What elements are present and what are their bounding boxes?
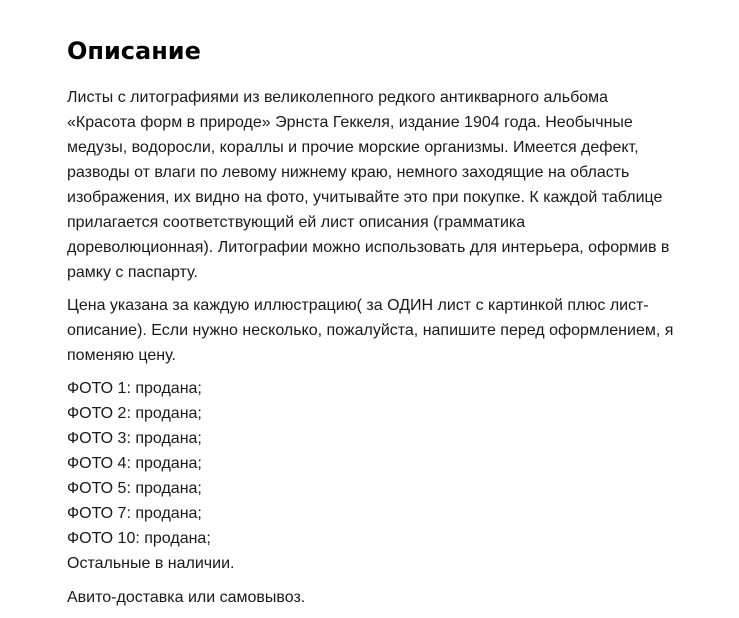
description-line: изображения, их видно на фото, учитывайте это при покупке. К каждой таблице [67,189,663,206]
description-paragraph-main [67,85,707,285]
price-note-paragraph [67,293,707,368]
description-line: разводы от влаги по левому нижнему краю, немного заходящие на область [67,164,630,181]
description-line: «Красота форм в природе» Эрнста Геккеля, издание 1904 года. Необычные [67,114,633,131]
price-note-line: описание). Если нужно несколько, пожалуйста, напишите перед оформлением, я [67,322,674,339]
photo-status-item: ФОТО 10: продана; [67,530,211,547]
description-section [67,34,707,618]
photo-status-item: ФОТО 4: продана; [67,455,202,472]
delivery-note: Авито-доставка или самовывоз. [67,589,306,606]
photo-status-item: ФОТО 7: продана; [67,505,202,522]
price-note-line: поменяю цену. [67,347,176,364]
photo-status-item: ФОТО 5: продана; [67,480,202,497]
description-line: медузы, водоросли, кораллы и прочие морские организмы. Имеется дефект, [67,139,639,156]
description-line: Листы с литографиями из великолепного редкого антикварного альбома [67,89,609,106]
photo-status-list [67,376,707,576]
description-line: рамку с паспарту. [67,264,198,281]
description-line: прилагается соответствующий ей лист описания (грамматика [67,214,526,231]
description-line: дореволюционная). Литографии можно использовать для интерьера, оформив в [67,239,670,256]
availability-note: Остальные в наличии. [67,555,235,572]
photo-status-item: ФОТО 1: продана; [67,380,202,397]
photo-status-item: ФОТО 3: продана; [67,430,202,447]
section-title: Описание [67,37,201,65]
price-note-line: Цена указана за каждую иллюстрацию( за ОДИН лист с картинкой плюс лист- [67,297,649,314]
photo-status-item: ФОТО 2: продана; [67,405,202,422]
